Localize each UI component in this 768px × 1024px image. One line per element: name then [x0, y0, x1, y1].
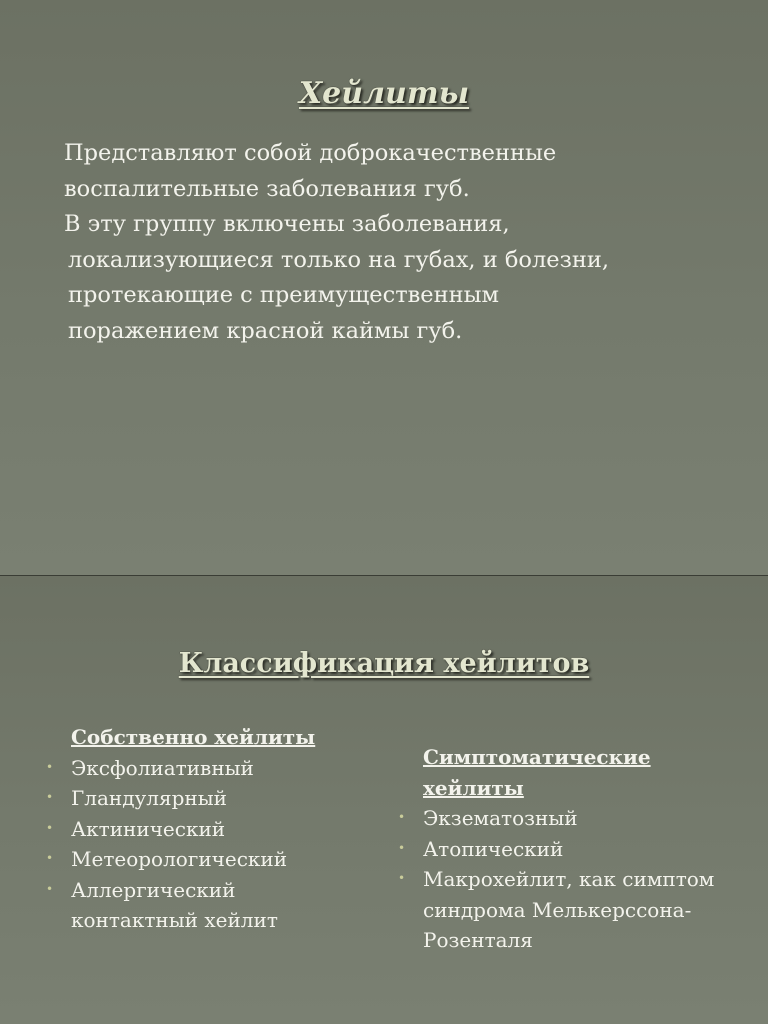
list-item-label: Аллергический контактный хейлит: [71, 877, 278, 932]
list-item: [46, 814, 376, 845]
bullet-icon: •: [46, 881, 54, 896]
list-item: [46, 875, 331, 936]
left-column: [46, 722, 376, 936]
right-list: [398, 803, 748, 956]
list-item: [46, 753, 376, 784]
list-item-label: Метеорологический: [71, 847, 288, 871]
list-item-label: Актинический: [71, 816, 226, 841]
bullet-icon: •: [46, 790, 54, 804]
paragraph-1-line-1: Представляют собой доброкачественные: [64, 140, 557, 166]
paragraph-2-line-1: В эту группу включены заболевания,: [64, 211, 510, 237]
bullet-icon: •: [46, 759, 54, 774]
list-item-label: Макрохейлит, как симптом синдрома Мелькерссона-Розенталя: [423, 867, 715, 952]
list-item: [398, 834, 748, 865]
right-column: [398, 742, 748, 956]
list-item-label: Гландулярный: [71, 786, 227, 810]
paragraph-2-line-4: поражением красной каймы губ.: [68, 317, 463, 344]
paragraph-2-line-2: локализующиеся только на губах, и болезни,: [68, 246, 609, 273]
paragraph-1-line-2: воспалительные заболевания губ.: [64, 175, 470, 202]
bullet-icon: •: [398, 871, 406, 885]
list-item-label: Экзематозный: [423, 806, 578, 830]
left-column-heading: Собственно хейлиты: [71, 725, 316, 749]
list-item: [398, 864, 723, 956]
list-item: [398, 803, 748, 834]
right-column-heading: Симптоматические хейлиты: [423, 745, 651, 800]
list-item-label: Атопический: [423, 836, 564, 861]
slide-1-title: Хейлиты: [298, 76, 470, 111]
bullet-icon: •: [398, 810, 406, 824]
slide-2-title: Классификация хейлитов: [178, 648, 590, 679]
paragraph-2-line-3: протекающие с преимущественным: [68, 282, 500, 308]
list-item: [46, 844, 376, 875]
list-item: [46, 783, 376, 814]
slide-2: [0, 576, 768, 1024]
list-item-label: Эксфолиативный: [71, 755, 254, 780]
bullet-icon: •: [398, 840, 406, 855]
slide-1-body: [64, 136, 754, 349]
bullet-icon: •: [46, 851, 54, 865]
left-list: [46, 753, 376, 936]
bullet-icon: •: [46, 820, 54, 835]
